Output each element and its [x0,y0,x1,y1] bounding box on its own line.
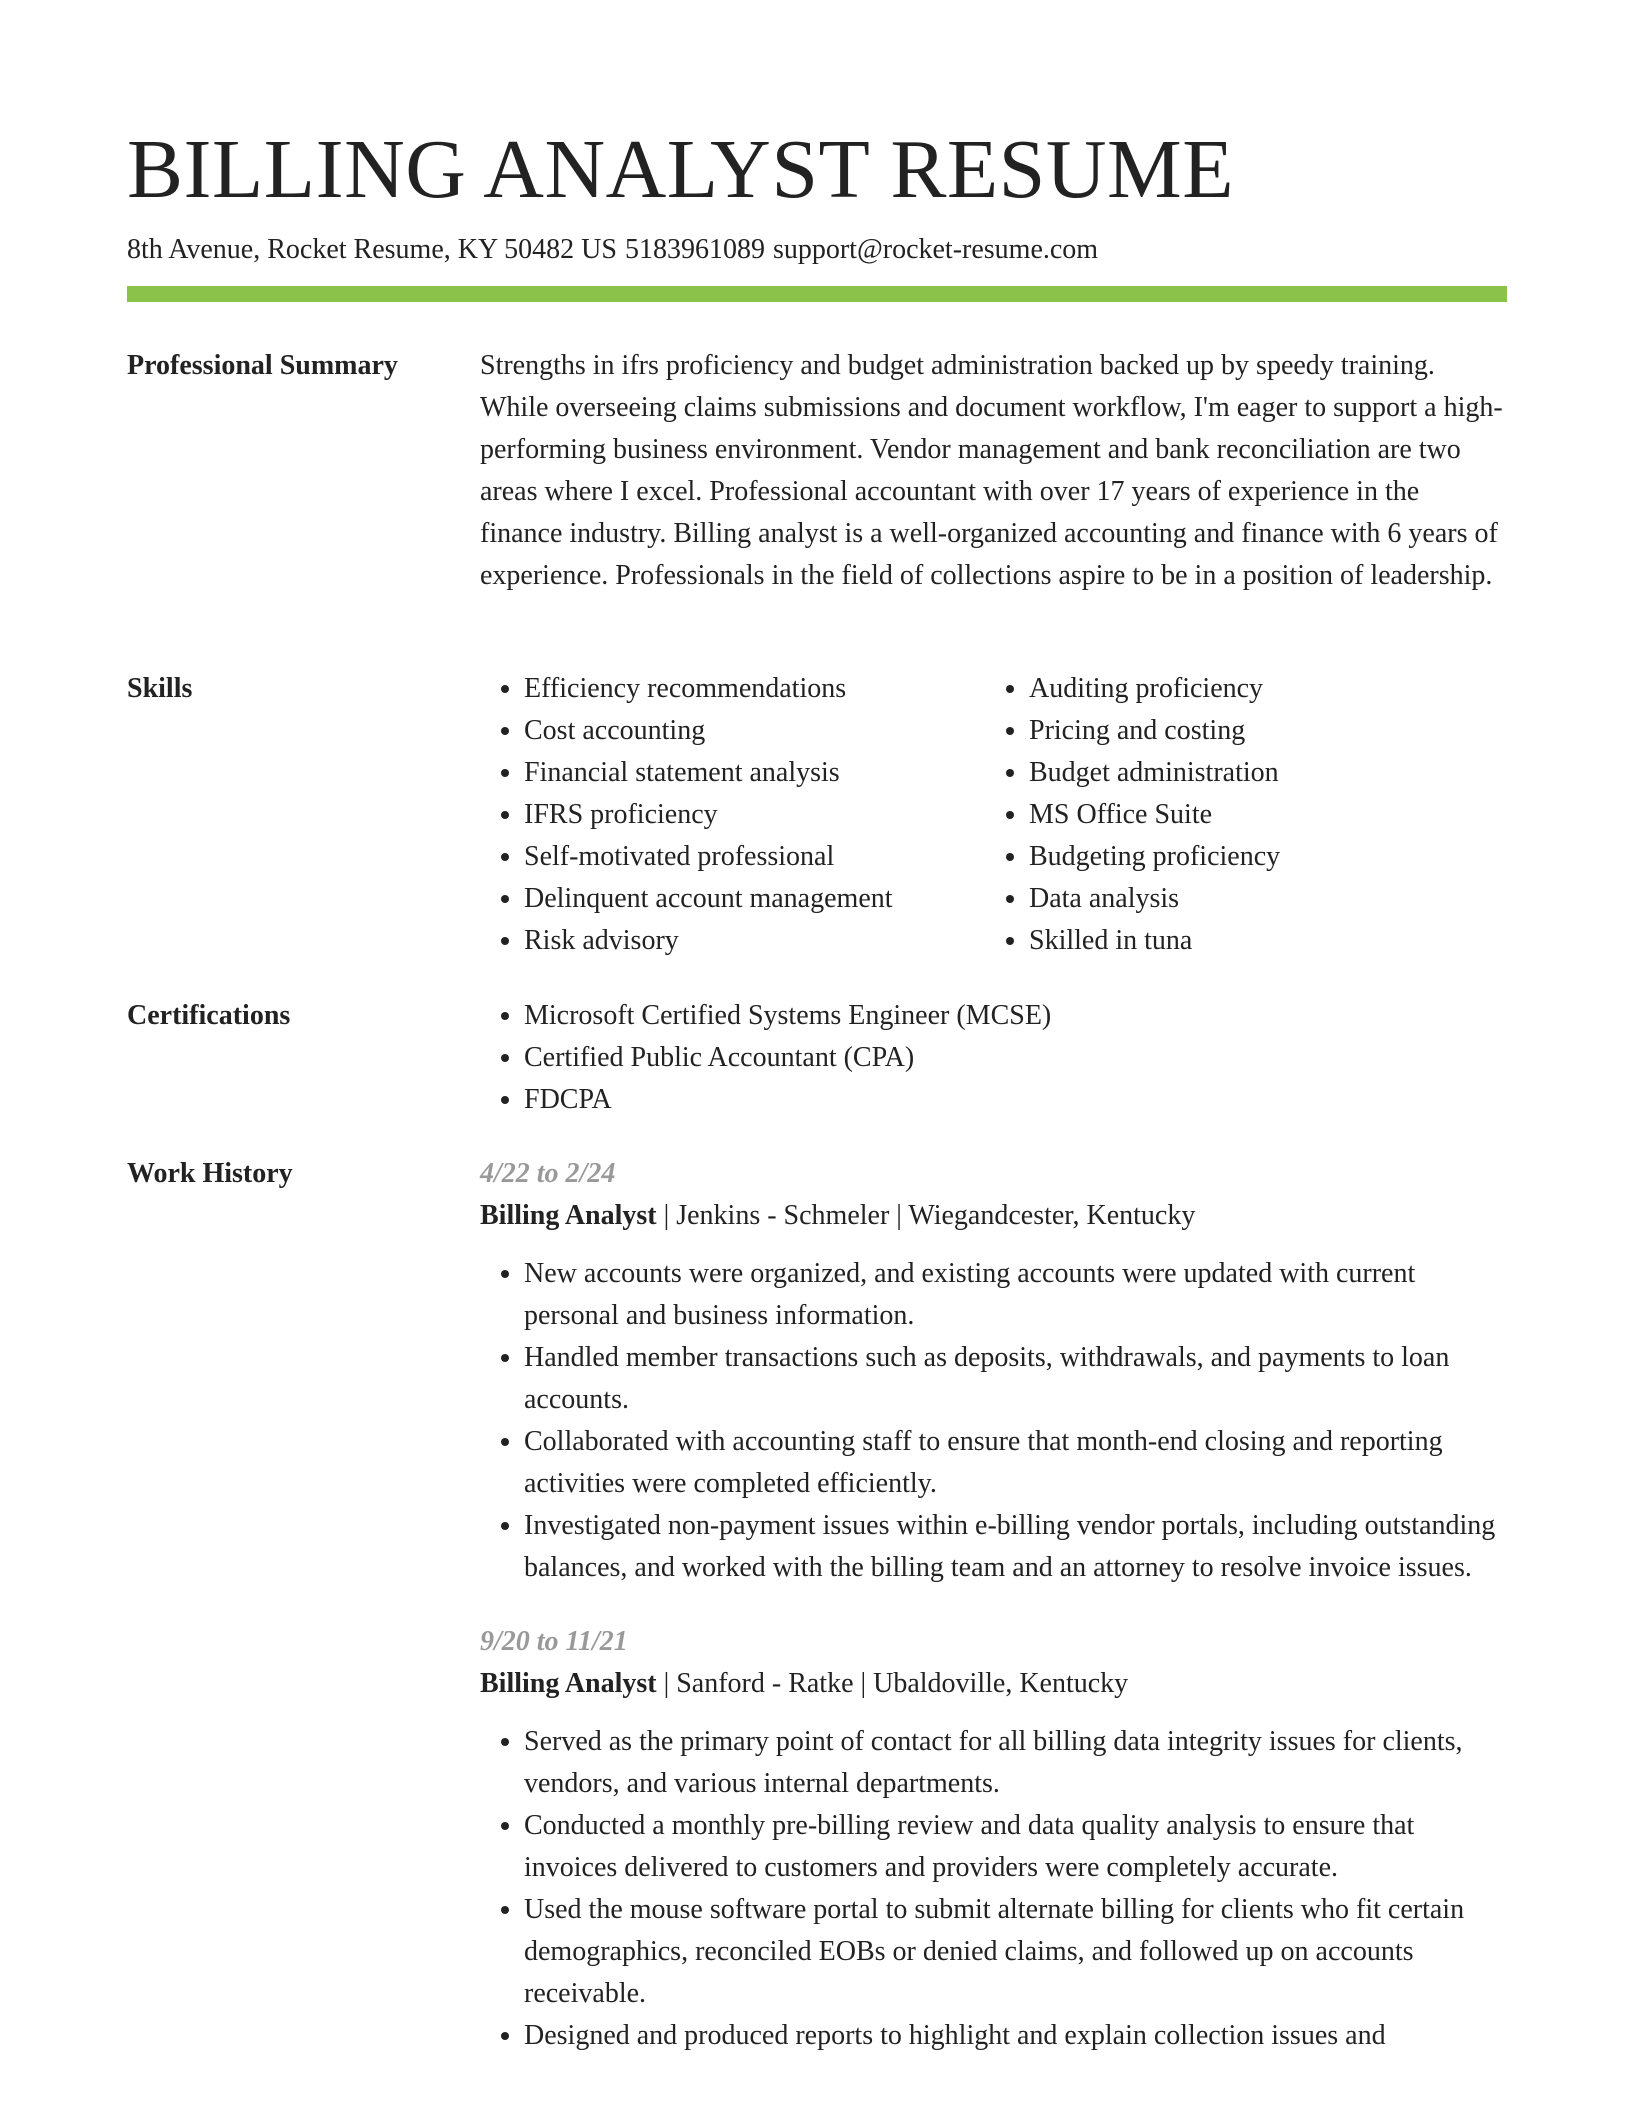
skill-item: • Data analysis [1029,878,1490,920]
skill-item: • Delinquent account management [524,878,985,920]
work-history-heading: Work History [127,1158,293,1189]
job-header [480,1195,1507,1237]
job-dates: 4/22 to 2/24 [480,1158,616,1189]
job-bullets [480,1253,1507,1589]
job-entry [480,1621,1507,2057]
job-bullet: • Conducted a monthly pre-billing review and data quality analysis to ensure that invoices delivered to customers and providers were completely accurate. [524,1805,1507,1889]
job-company-location: | Jenkins - Schmeler | Wiegandcester, Kentucky [656,1200,1196,1231]
contact-line [127,232,1106,268]
skill-item: • MS Office Suite [1029,794,1490,836]
skills-heading: Skills [127,673,193,704]
job-bullet: • Used the mouse software portal to submit alternate billing for clients who fit certain demographics, reconciled EOBs or denied claims, and followed up on accounts receivable. [524,1889,1507,2015]
skill-item: • Auditing proficiency [1029,668,1490,710]
skill-item: • Cost accounting [524,710,985,752]
skill-item: • Risk advisory [524,920,985,962]
summary-heading: Professional Summary [127,350,398,381]
job-bullet: • Designed and produced reports to highlight and explain collection issues and [524,2015,1507,2057]
certification-item: • Certified Public Accountant (CPA) [524,1037,1507,1079]
contact-phone: 5183961089 [624,234,765,265]
job-bullet: • Handled member transactions such as deposits, withdrawals, and payments to loan accounts. [524,1337,1507,1421]
header-divider [127,286,1507,302]
job-bullet: • Served as the primary point of contact for all billing data integrity issues for clients, vendors, and various internal departments. [524,1721,1507,1805]
contact-email: support@rocket-resume.com [772,234,1099,265]
contact-address: 8th Avenue, Rocket Resume, KY 50482 US [127,234,617,265]
skills-body [480,668,1507,962]
skill-item: • Financial statement analysis [524,752,985,794]
job-company-location: | Sanford - Ratke | Ubaldoville, Kentucky [656,1668,1129,1699]
job-bullet: • Collaborated with accounting staff to ensure that month-end closing and reporting activities were completed efficiently. [524,1421,1507,1505]
summary-text: Strengths in ifrs proficiency and budget administration backed up by speedy training. While overseeing claims submissions and document workflow, I'm eager to support a high-performing business environment. Vendor management and bank reconciliation are two areas where I excel. Professional accountant with over 17 years of experience in the finance industry. Billing analyst is a well-organized accounting and finance with 6 years of experience. Professionals in the field of collections aspire to be in a position of leadership. [480,350,1503,591]
skills-list-left [480,668,985,962]
job-header [480,1663,1507,1705]
job-bullet: • Investigated non-payment issues within e-billing vendor portals, including outstanding balances, and worked with the billing team and an attorney to resolve invoice issues. [524,1505,1507,1589]
skill-item: • Self-motivated professional [524,836,985,878]
skill-item: • Efficiency recommendations [524,668,985,710]
summary-body [480,345,1507,597]
job-dates: 9/20 to 11/21 [480,1626,628,1657]
certification-item: • FDCPA [524,1079,1507,1121]
work-history-body [480,1153,1507,2057]
certifications-list [480,995,1507,1121]
certifications-body [480,995,1507,1121]
skill-item: • Budget administration [1029,752,1490,794]
job-bullets [480,1721,1507,2057]
job-entry [480,1153,1507,1589]
certification-item: • Microsoft Certified Systems Engineer (MCSE) [524,995,1507,1037]
job-bullet: • New accounts were organized, and existing accounts were updated with current personal and business information. [524,1253,1507,1337]
skill-item: • Skilled in tuna [1029,920,1490,962]
skills-list-right [985,668,1490,962]
skill-item: • Budgeting proficiency [1029,836,1490,878]
job-title: Billing Analyst [480,1668,657,1699]
skills-columns [480,668,1507,962]
skill-item: • IFRS proficiency [524,794,985,836]
resume-title: BILLING ANALYST RESUME [127,123,1235,216]
skill-item: • Pricing and costing [1029,710,1490,752]
job-title: Billing Analyst [480,1200,657,1231]
certifications-heading: Certifications [127,1000,291,1031]
